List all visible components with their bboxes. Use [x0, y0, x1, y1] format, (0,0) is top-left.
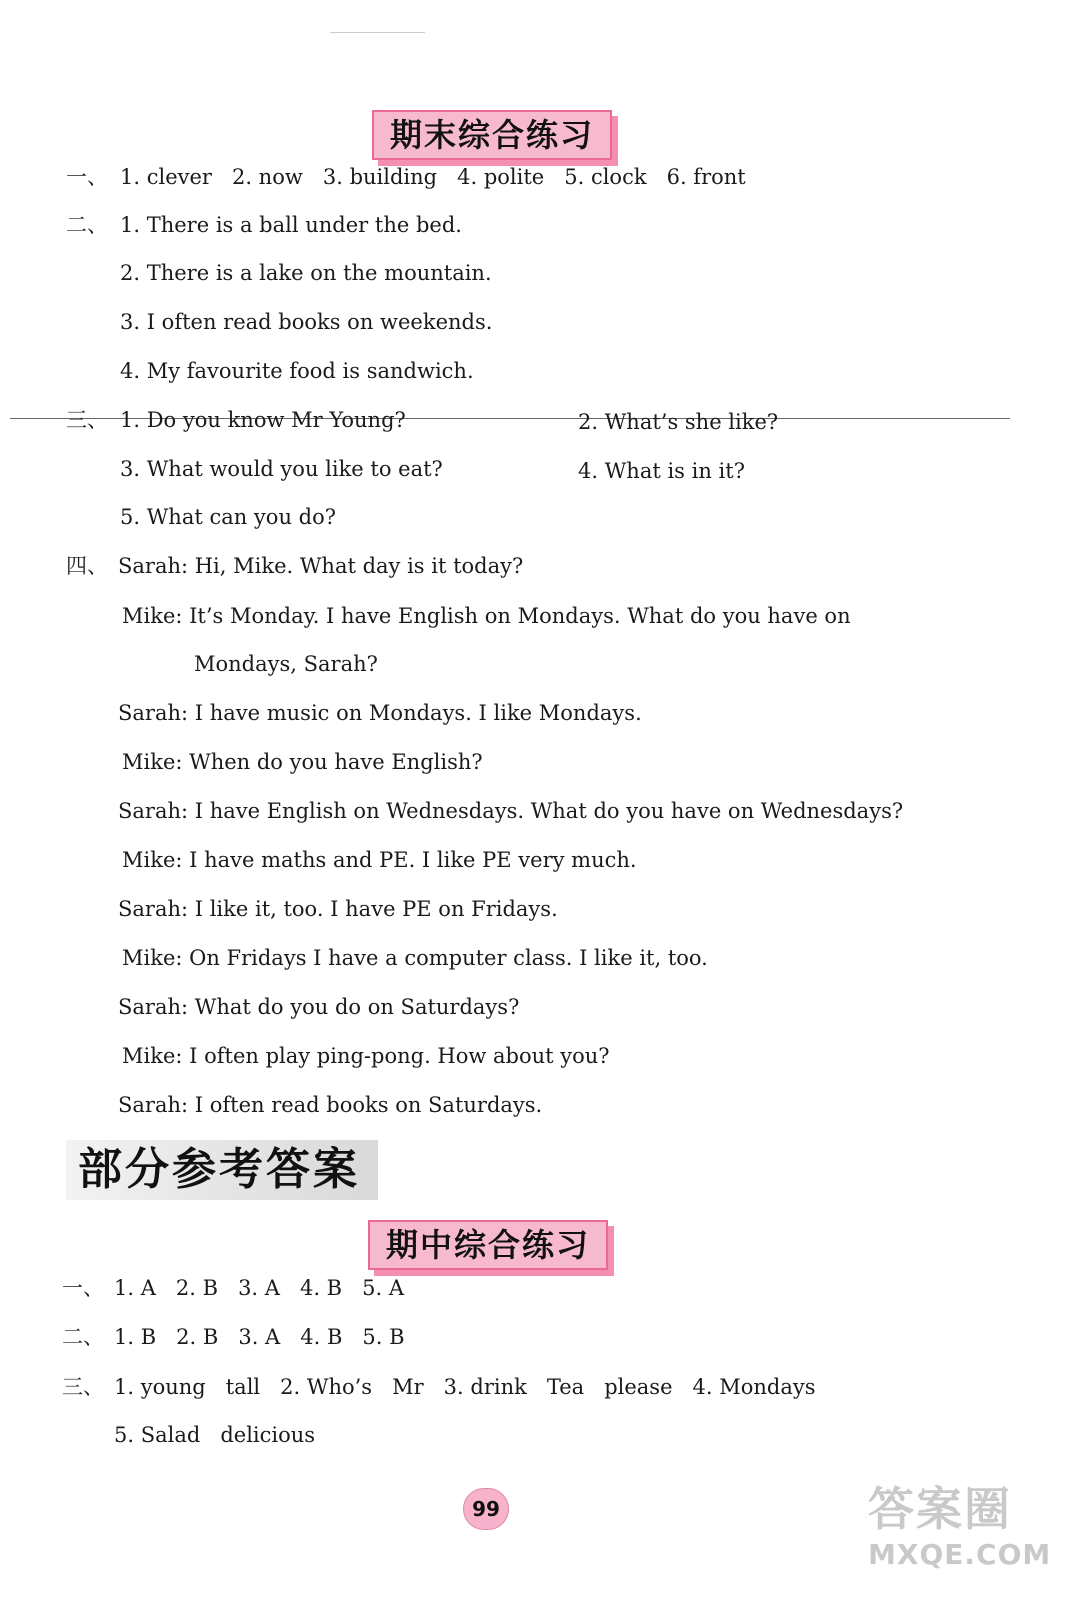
section-3-question: 2. What’s she like? [578, 410, 779, 434]
section-2-line: 3. I often read books on weekends. [120, 310, 493, 334]
dialogue-line: Sarah: I have music on Mondays. I like Mondays. [118, 701, 642, 725]
section-3-label: 三、 [66, 408, 108, 432]
watermark-logo [868, 1480, 1052, 1590]
midterm-section-1-label: 一、 [62, 1276, 104, 1300]
section-2-line: 4. My favourite food is sandwich. [120, 359, 474, 383]
midterm-section-2-answers: 1. B 2. B 3. A 4. B 5. B [114, 1325, 405, 1349]
section-3-question: 5. What can you do? [120, 505, 336, 529]
dialogue-line: Mike: When do you have English? [122, 750, 483, 774]
dialogue-line: Sarah: Hi, Mike. What day is it today? [118, 554, 524, 578]
dialogue-line: Mike: It’s Monday. I have English on Mondays. What do you have on [122, 604, 851, 628]
midterm-section-3-line: 5. Salad delicious [114, 1423, 316, 1447]
section-2-line: 2. There is a lake on the mountain. [120, 261, 492, 285]
section-3-question: 3. What would you like to eat? [120, 457, 443, 481]
final-exercise-title: 期末综合练习 [372, 110, 612, 160]
section-3-question: 4. What is in it? [578, 459, 745, 483]
dialogue-line: Mike: On Fridays I have a computer class. I like it, too. [122, 946, 708, 970]
midterm-exercise-title: 期中综合练习 [368, 1220, 608, 1270]
top-rule [330, 32, 425, 33]
reference-answers-header: 部分参考答案 [66, 1140, 378, 1200]
dialogue-line: Mondays, Sarah? [194, 652, 378, 676]
section-1-answers: 1. clever 2. now 3. building 4. polite 5. clock 6. front [120, 165, 746, 189]
dialogue-line: Sarah: What do you do on Saturdays? [118, 995, 520, 1019]
midterm-section-1-answers: 1. A 2. B 3. A 4. B 5. A [114, 1276, 405, 1300]
dialogue-line: Mike: I have maths and PE. I like PE very much. [122, 848, 637, 872]
dialogue-line: Sarah: I have English on Wednesdays. What do you have on Wednesdays? [118, 799, 904, 823]
section-2-line: 1. There is a ball under the bed. [120, 213, 462, 237]
dialogue-line: Mike: I often play ping-pong. How about you? [122, 1044, 610, 1068]
page-number: 99 [463, 1488, 509, 1530]
watermark-text: 答案圈 [868, 1482, 1012, 1536]
dialogue-line: Sarah: I often read books on Saturdays. [118, 1093, 543, 1117]
watermark-url: MXQE.COM [868, 1538, 1052, 1571]
section-3-question: 1. Do you know Mr Young? [120, 408, 406, 432]
midterm-section-3-line: 1. young tall 2. Who’s Mr 3. drink Tea please 4. Mondays [114, 1375, 816, 1399]
section-2-label: 二、 [66, 213, 108, 237]
midterm-section-3-label: 三、 [62, 1375, 104, 1399]
midterm-section-2-label: 二、 [62, 1325, 104, 1349]
dialogue-line: Sarah: I like it, too. I have PE on Fridays. [118, 897, 558, 921]
section-4-label: 四、 [66, 554, 108, 578]
section-1-label: 一、 [66, 165, 108, 189]
